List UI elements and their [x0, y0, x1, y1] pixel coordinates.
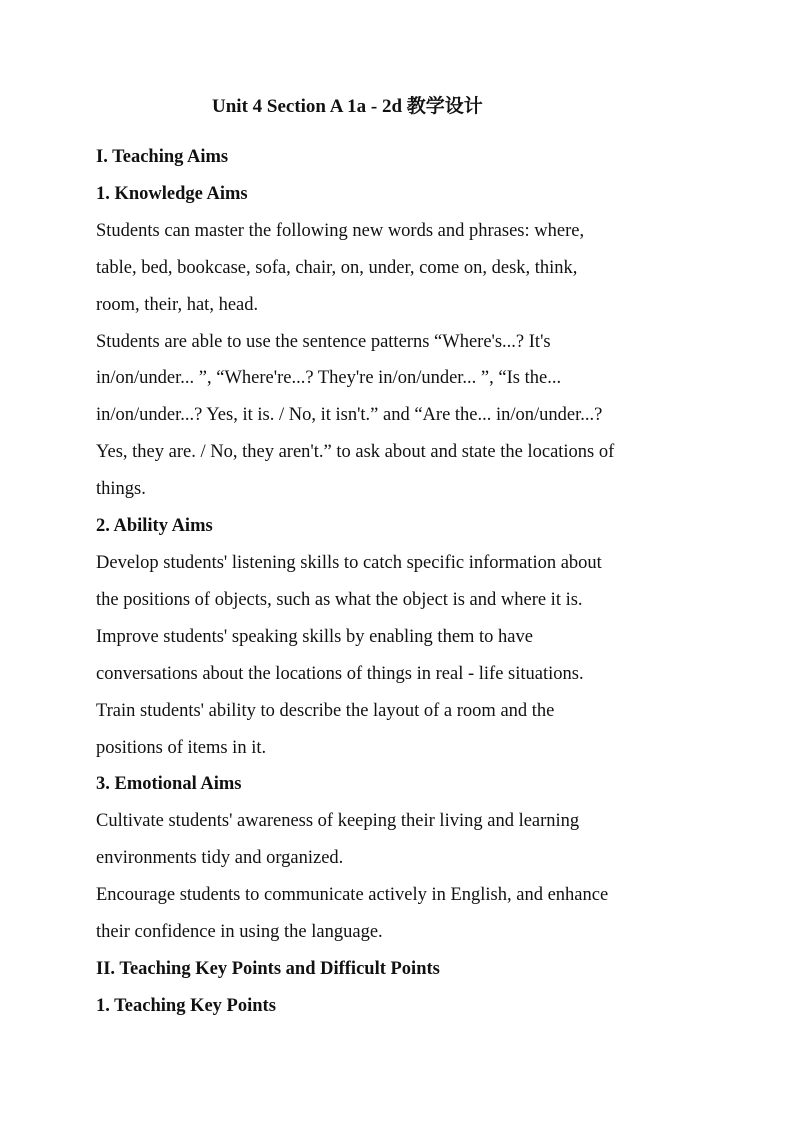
- body-line: Students are able to use the sentence patterns “Where's...? It's: [96, 331, 551, 352]
- body-line: Encourage students to communicate actively in English, and enhance: [96, 885, 609, 906]
- body-line: Develop students' listening skills to catch specific information about: [96, 552, 602, 573]
- subheading-emotional-aims: 3. Emotional Aims: [96, 774, 242, 795]
- body-line: table, bed, bookcase, sofa, chair, on, under, come on, desk, think,: [96, 257, 578, 278]
- section-heading-teaching-aims: I. Teaching Aims: [96, 147, 229, 167]
- body-line: the positions of objects, such as what the object is and where it is.: [96, 589, 583, 610]
- body-line: environments tidy and organized.: [96, 848, 344, 869]
- body-line: conversations about the locations of things in real - life situations.: [96, 663, 584, 684]
- body-line: their confidence in using the language.: [96, 922, 383, 943]
- body-line: in/on/under... ”, “Where're...? They're in/on/under... ”, “Is the...: [96, 368, 562, 389]
- section-heading-key-points: II. Teaching Key Points and Difficult Points: [96, 958, 440, 979]
- body-line: positions of items in it.: [96, 737, 267, 758]
- body-line: Yes, they are. / No, they aren't.” to ask about and state the locations of: [96, 442, 615, 463]
- body-line: room, their, hat, head.: [96, 294, 259, 315]
- subheading-knowledge-aims: 1. Knowledge Aims: [96, 183, 248, 204]
- body-line: Train students' ability to describe the layout of a room and the: [96, 700, 555, 721]
- body-line: Students can master the following new words and phrases: where,: [96, 220, 585, 241]
- body-line: in/on/under...? Yes, it is. / No, it isn't.” and “Are the... in/on/under...?: [96, 405, 603, 426]
- subheading-ability-aims: 2. Ability Aims: [96, 516, 213, 537]
- subheading-teaching-key-points: 1. Teaching Key Points: [96, 995, 276, 1016]
- body-line: Improve students' speaking skills by enabling them to have: [96, 626, 533, 647]
- document-body: [96, 139, 706, 1025]
- body-line: things.: [96, 479, 146, 500]
- body-line: Cultivate students' awareness of keeping their living and learning: [96, 811, 580, 832]
- document-title: Unit 4 Section A 1a - 2d 教学设计: [212, 96, 483, 117]
